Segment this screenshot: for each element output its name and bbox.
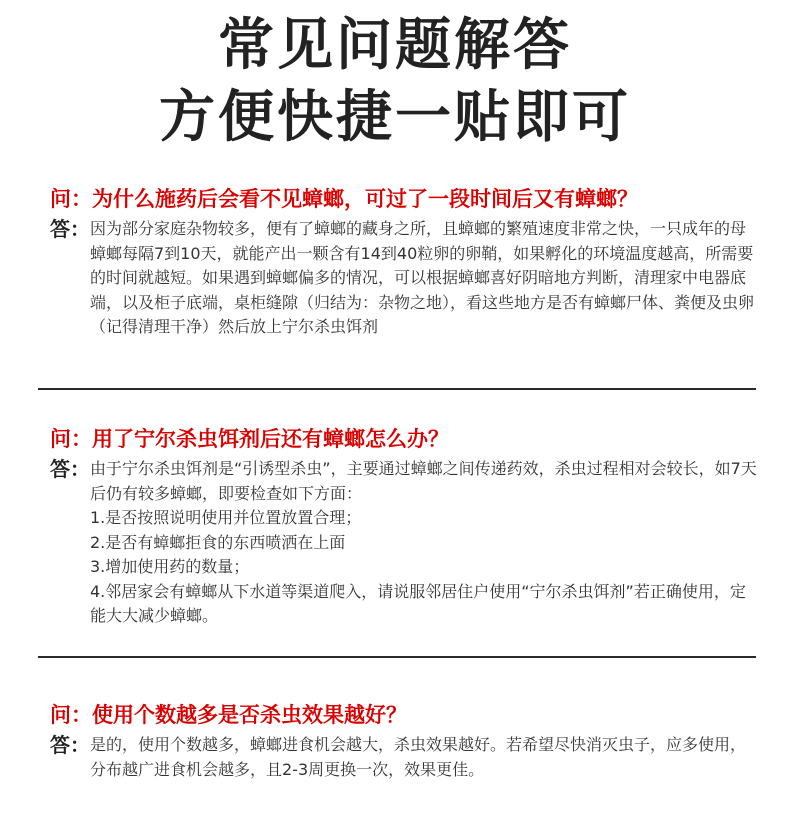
qa-block-2 — [50, 425, 760, 629]
answer-1 — [50, 217, 760, 340]
qa-block-1 — [50, 185, 760, 340]
title-line-2: 方便快捷一贴即可 — [159, 85, 631, 150]
question-1: 问：为什么施药后会看不见蟑螂，可过了一段时间后又有蟑螂？ — [50, 187, 638, 211]
page-title — [0, 10, 790, 154]
answer-label-3: 答： — [50, 733, 90, 757]
answer-text-2 — [90, 457, 760, 629]
answer-item-4: 4.邻居家会有蟑螂从下水道等渠道爬入，请说服邻居住户使用“宁尔杀虫饵剂”若正确使用，定能大大减少蟑螂。 — [90, 581, 746, 625]
answer-text-1: 因为部分家庭杂物较多，便有了蟑螂的藏身之所，且蟑螂的繁殖速度非常之快，一只成年的母蟑螂每隔7到10天，就能产出一颗含有14到40粒卵的卵鞘，如果孵化的环境温度越高，所需要的时间就越短。如果遇到蟑螂偏多的情况，可以根据蟑螂喜好阴暗地方判断，清理家中电器底端，以及柜子底端，桌柜缝隙（归结为：杂物之地），看这些地方是否有蟑螂尸体、粪便及虫卵（记得清理干净）然后放上宁尔杀虫饵剂 — [90, 219, 755, 336]
answer-item-1: 1.是否按照说明使用并位置放置合理； — [90, 508, 362, 527]
answer-text-3: 是的，使用个数越多，蟑螂进食机会越大，杀虫效果越好。若希望尽快消灭虫子，应多使用，分布越广进食机会越多，且2-3周更换一次，效果更佳。 — [90, 735, 747, 779]
answer-2 — [50, 457, 760, 629]
divider-1 — [38, 388, 756, 390]
qa-block-3 — [50, 701, 760, 782]
answer-item-3: 3.增加使用药的数量； — [90, 557, 250, 576]
answer-item-2: 2.是否有蟑螂拒食的东西喷洒在上面 — [90, 532, 346, 552]
title-line-1: 常见问题解答 — [218, 13, 572, 78]
answer-label-1: 答： — [50, 217, 90, 241]
answer-intro-2: 由于宁尔杀虫饵剂是“引诱型杀虫”，主要通过蟑螂之间传递药效，杀虫过程相对会较长，如7天后仍有较多蟑螂，即要检查如下方面： — [90, 459, 757, 503]
answer-label-2: 答： — [50, 457, 90, 481]
question-3: 问：使用个数越多是否杀虫效果越好？ — [50, 703, 407, 727]
answer-3 — [50, 733, 760, 782]
question-2: 问：用了宁尔杀虫饵剂后还有蟑螂怎么办？ — [50, 427, 449, 451]
divider-2 — [38, 656, 756, 658]
